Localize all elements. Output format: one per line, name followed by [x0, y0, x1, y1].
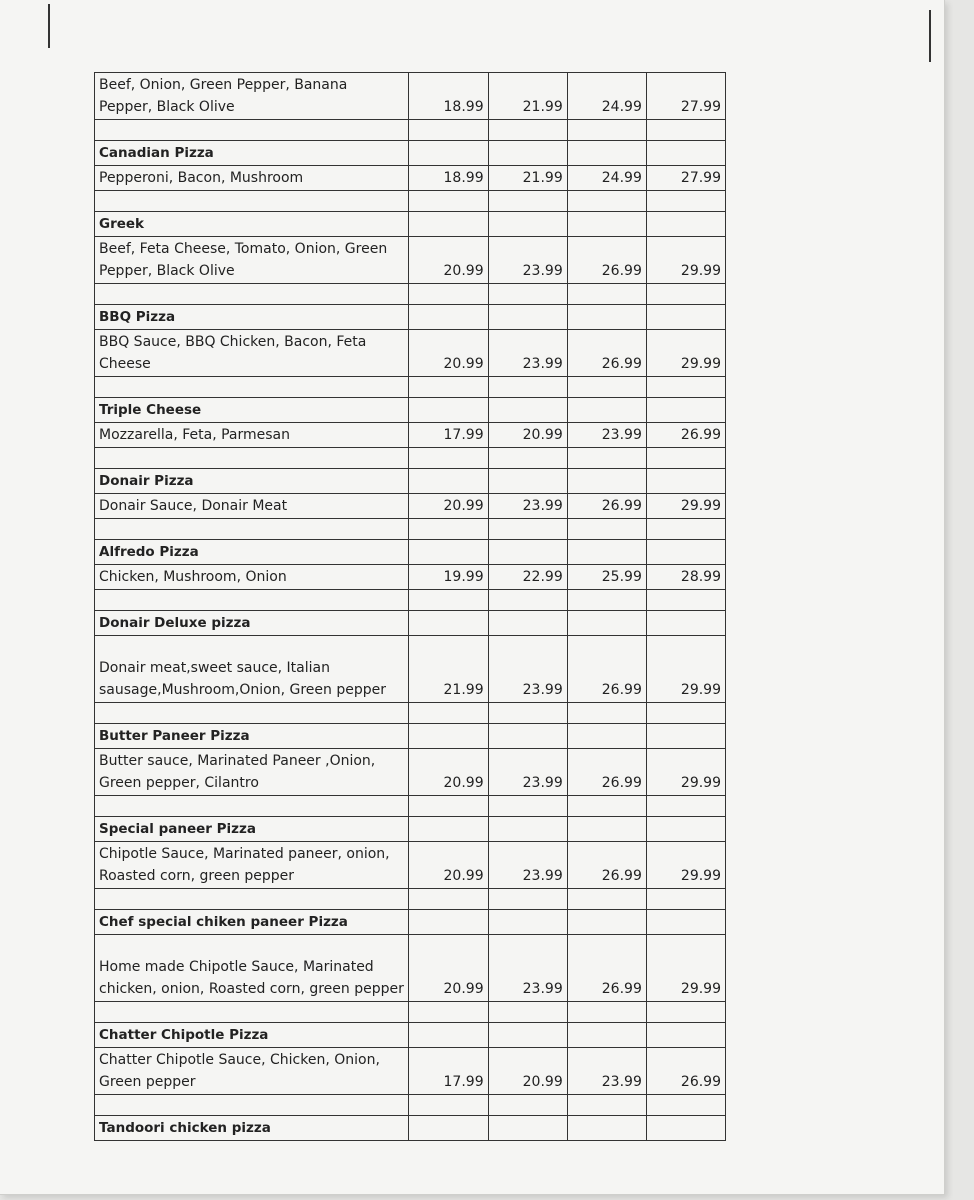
spacer-row	[95, 284, 726, 305]
empty-cell	[488, 910, 567, 935]
empty-cell	[567, 1023, 646, 1048]
pizza-title-row	[95, 540, 726, 565]
empty-cell	[646, 305, 725, 330]
empty-cell	[567, 191, 646, 212]
pizza-name: Special paneer Pizza	[95, 817, 409, 842]
empty-cell	[646, 540, 725, 565]
empty-cell	[409, 519, 488, 540]
price-medium: 21.99	[488, 73, 567, 120]
price-small: 17.99	[409, 1048, 488, 1095]
pizza-description: BBQ Sauce, BBQ Chicken, Bacon, Feta Cheese	[95, 330, 409, 377]
empty-cell	[567, 796, 646, 817]
empty-cell	[646, 796, 725, 817]
price-small: 17.99	[409, 423, 488, 448]
pizza-name: Greek	[95, 212, 409, 237]
empty-cell	[646, 1095, 725, 1116]
empty-cell	[488, 305, 567, 330]
empty-cell	[567, 817, 646, 842]
pizza-description: Donair meat,sweet sauce, Italian sausage,Mushroom,Onion, Green pepper	[95, 636, 409, 703]
price-large: 26.99	[567, 494, 646, 519]
price-large: 23.99	[567, 423, 646, 448]
pizza-name: Donair Pizza	[95, 469, 409, 494]
pizza-description-row	[95, 636, 726, 703]
empty-cell	[567, 1002, 646, 1023]
price-small: 20.99	[409, 237, 488, 284]
empty-cell	[95, 191, 409, 212]
price-small: 18.99	[409, 73, 488, 120]
pizza-name: Tandoori chicken pizza	[95, 1116, 409, 1141]
empty-cell	[646, 377, 725, 398]
empty-cell	[409, 1023, 488, 1048]
empty-cell	[488, 1023, 567, 1048]
price-medium: 23.99	[488, 749, 567, 796]
empty-cell	[646, 1116, 725, 1141]
empty-cell	[95, 519, 409, 540]
price-medium: 22.99	[488, 565, 567, 590]
pizza-description: Butter sauce, Marinated Paneer ,Onion, Green pepper, Cilantro	[95, 749, 409, 796]
pizza-description: Home made Chipotle Sauce, Marinated chicken, onion, Roasted corn, green pepper	[95, 935, 409, 1002]
margin-mark-right	[929, 10, 931, 62]
price-medium: 23.99	[488, 237, 567, 284]
price-medium: 23.99	[488, 935, 567, 1002]
empty-cell	[409, 611, 488, 636]
price-large: 24.99	[567, 73, 646, 120]
price-xlarge: 29.99	[646, 237, 725, 284]
price-large: 26.99	[567, 237, 646, 284]
empty-cell	[95, 1002, 409, 1023]
pizza-title-row	[95, 212, 726, 237]
empty-cell	[488, 469, 567, 494]
price-large: 25.99	[567, 565, 646, 590]
pizza-title-row	[95, 398, 726, 423]
empty-cell	[646, 1023, 725, 1048]
price-small: 18.99	[409, 166, 488, 191]
pizza-title-row	[95, 305, 726, 330]
price-large: 26.99	[567, 935, 646, 1002]
empty-cell	[409, 540, 488, 565]
pizza-title-row	[95, 141, 726, 166]
empty-cell	[646, 611, 725, 636]
spacer-row	[95, 377, 726, 398]
pizza-description-row	[95, 1048, 726, 1095]
empty-cell	[409, 1002, 488, 1023]
pizza-title-row	[95, 1116, 726, 1141]
empty-cell	[488, 611, 567, 636]
empty-cell	[488, 1002, 567, 1023]
pizza-description: Chipotle Sauce, Marinated paneer, onion, Roasted corn, green pepper	[95, 842, 409, 889]
price-large: 26.99	[567, 330, 646, 377]
empty-cell	[95, 377, 409, 398]
empty-cell	[567, 448, 646, 469]
price-large: 26.99	[567, 749, 646, 796]
empty-cell	[95, 703, 409, 724]
price-small: 20.99	[409, 935, 488, 1002]
spacer-row	[95, 1002, 726, 1023]
empty-cell	[488, 141, 567, 166]
price-xlarge: 26.99	[646, 1048, 725, 1095]
empty-cell	[488, 398, 567, 423]
empty-cell	[95, 120, 409, 141]
empty-cell	[409, 1116, 488, 1141]
pizza-price-table-body	[95, 73, 726, 1141]
empty-cell	[409, 120, 488, 141]
pizza-description-row	[95, 423, 726, 448]
pizza-description-row	[95, 935, 726, 1002]
pizza-title-row	[95, 1023, 726, 1048]
pizza-description: Chatter Chipotle Sauce, Chicken, Onion, Green pepper	[95, 1048, 409, 1095]
price-large: 26.99	[567, 842, 646, 889]
empty-cell	[567, 1095, 646, 1116]
empty-cell	[646, 191, 725, 212]
empty-cell	[95, 448, 409, 469]
empty-cell	[409, 398, 488, 423]
empty-cell	[409, 1095, 488, 1116]
empty-cell	[95, 796, 409, 817]
pizza-description-row	[95, 166, 726, 191]
spacer-row	[95, 796, 726, 817]
price-xlarge: 29.99	[646, 749, 725, 796]
price-xlarge: 29.99	[646, 636, 725, 703]
spacer-row	[95, 703, 726, 724]
price-small: 20.99	[409, 842, 488, 889]
pizza-description-row	[95, 494, 726, 519]
empty-cell	[409, 191, 488, 212]
price-xlarge: 27.99	[646, 73, 725, 120]
pizza-name: Chef special chiken paneer Pizza	[95, 910, 409, 935]
spacer-row	[95, 448, 726, 469]
empty-cell	[567, 889, 646, 910]
empty-cell	[567, 398, 646, 423]
empty-cell	[567, 141, 646, 166]
empty-cell	[567, 703, 646, 724]
pizza-price-table	[94, 72, 726, 1141]
pizza-description-row	[95, 237, 726, 284]
empty-cell	[488, 590, 567, 611]
empty-cell	[646, 469, 725, 494]
empty-cell	[567, 212, 646, 237]
empty-cell	[646, 448, 725, 469]
empty-cell	[646, 398, 725, 423]
price-xlarge: 29.99	[646, 935, 725, 1002]
empty-cell	[488, 120, 567, 141]
price-xlarge: 29.99	[646, 330, 725, 377]
empty-cell	[488, 448, 567, 469]
spacer-row	[95, 1095, 726, 1116]
pizza-title-row	[95, 910, 726, 935]
empty-cell	[567, 910, 646, 935]
empty-cell	[646, 1002, 725, 1023]
empty-cell	[567, 305, 646, 330]
spacer-row	[95, 590, 726, 611]
empty-cell	[488, 191, 567, 212]
price-small: 20.99	[409, 749, 488, 796]
empty-cell	[646, 519, 725, 540]
empty-cell	[567, 540, 646, 565]
pizza-description-row	[95, 73, 726, 120]
empty-cell	[409, 141, 488, 166]
empty-cell	[646, 910, 725, 935]
pizza-title-row	[95, 611, 726, 636]
empty-cell	[567, 611, 646, 636]
spacer-row	[95, 191, 726, 212]
price-large: 26.99	[567, 636, 646, 703]
margin-mark-left	[48, 4, 50, 48]
price-small: 19.99	[409, 565, 488, 590]
pizza-name: Donair Deluxe pizza	[95, 611, 409, 636]
empty-cell	[95, 889, 409, 910]
empty-cell	[567, 724, 646, 749]
empty-cell	[409, 590, 488, 611]
pizza-title-row	[95, 724, 726, 749]
empty-cell	[409, 284, 488, 305]
price-large: 23.99	[567, 1048, 646, 1095]
empty-cell	[567, 1116, 646, 1141]
price-medium: 20.99	[488, 1048, 567, 1095]
empty-cell	[409, 305, 488, 330]
empty-cell	[646, 889, 725, 910]
price-xlarge: 28.99	[646, 565, 725, 590]
empty-cell	[409, 703, 488, 724]
empty-cell	[646, 284, 725, 305]
empty-cell	[409, 817, 488, 842]
pizza-description-row	[95, 749, 726, 796]
price-medium: 23.99	[488, 330, 567, 377]
pizza-description-row	[95, 330, 726, 377]
empty-cell	[488, 377, 567, 398]
empty-cell	[488, 703, 567, 724]
price-large: 24.99	[567, 166, 646, 191]
price-medium: 23.99	[488, 842, 567, 889]
empty-cell	[95, 590, 409, 611]
empty-cell	[646, 817, 725, 842]
pizza-name: Canadian Pizza	[95, 141, 409, 166]
empty-cell	[409, 724, 488, 749]
empty-cell	[95, 1095, 409, 1116]
empty-cell	[488, 724, 567, 749]
empty-cell	[567, 377, 646, 398]
empty-cell	[488, 1116, 567, 1141]
price-medium: 23.99	[488, 494, 567, 519]
pizza-name: BBQ Pizza	[95, 305, 409, 330]
empty-cell	[567, 120, 646, 141]
empty-cell	[567, 284, 646, 305]
empty-cell	[488, 796, 567, 817]
empty-cell	[488, 817, 567, 842]
empty-cell	[567, 519, 646, 540]
pizza-description-row	[95, 565, 726, 590]
spacer-row	[95, 889, 726, 910]
empty-cell	[488, 284, 567, 305]
pizza-description: Pepperoni, Bacon, Mushroom	[95, 166, 409, 191]
empty-cell	[409, 910, 488, 935]
pizza-description-row	[95, 842, 726, 889]
pizza-title-row	[95, 817, 726, 842]
price-xlarge: 27.99	[646, 166, 725, 191]
empty-cell	[409, 377, 488, 398]
price-small: 20.99	[409, 330, 488, 377]
price-small: 20.99	[409, 494, 488, 519]
empty-cell	[646, 703, 725, 724]
pizza-name: Triple Cheese	[95, 398, 409, 423]
pizza-description: Beef, Feta Cheese, Tomato, Onion, Green Pepper, Black Olive	[95, 237, 409, 284]
empty-cell	[409, 469, 488, 494]
pizza-name: Chatter Chipotle Pizza	[95, 1023, 409, 1048]
pizza-description: Donair Sauce, Donair Meat	[95, 494, 409, 519]
pizza-description: Mozzarella, Feta, Parmesan	[95, 423, 409, 448]
empty-cell	[567, 590, 646, 611]
price-xlarge: 29.99	[646, 494, 725, 519]
price-medium: 23.99	[488, 636, 567, 703]
pizza-name: Butter Paneer Pizza	[95, 724, 409, 749]
empty-cell	[646, 120, 725, 141]
empty-cell	[409, 448, 488, 469]
empty-cell	[488, 519, 567, 540]
empty-cell	[646, 212, 725, 237]
empty-cell	[488, 889, 567, 910]
price-medium: 21.99	[488, 166, 567, 191]
price-small: 21.99	[409, 636, 488, 703]
empty-cell	[567, 469, 646, 494]
empty-cell	[409, 796, 488, 817]
empty-cell	[646, 141, 725, 166]
price-medium: 20.99	[488, 423, 567, 448]
pizza-description: Beef, Onion, Green Pepper, Banana Pepper, Black Olive	[95, 73, 409, 120]
empty-cell	[646, 590, 725, 611]
spacer-row	[95, 519, 726, 540]
price-xlarge: 26.99	[646, 423, 725, 448]
empty-cell	[409, 212, 488, 237]
empty-cell	[95, 284, 409, 305]
pizza-name: Alfredo Pizza	[95, 540, 409, 565]
pizza-description: Chicken, Mushroom, Onion	[95, 565, 409, 590]
empty-cell	[488, 1095, 567, 1116]
price-xlarge: 29.99	[646, 842, 725, 889]
empty-cell	[488, 540, 567, 565]
empty-cell	[488, 212, 567, 237]
spacer-row	[95, 120, 726, 141]
empty-cell	[646, 724, 725, 749]
empty-cell	[409, 889, 488, 910]
pizza-title-row	[95, 469, 726, 494]
